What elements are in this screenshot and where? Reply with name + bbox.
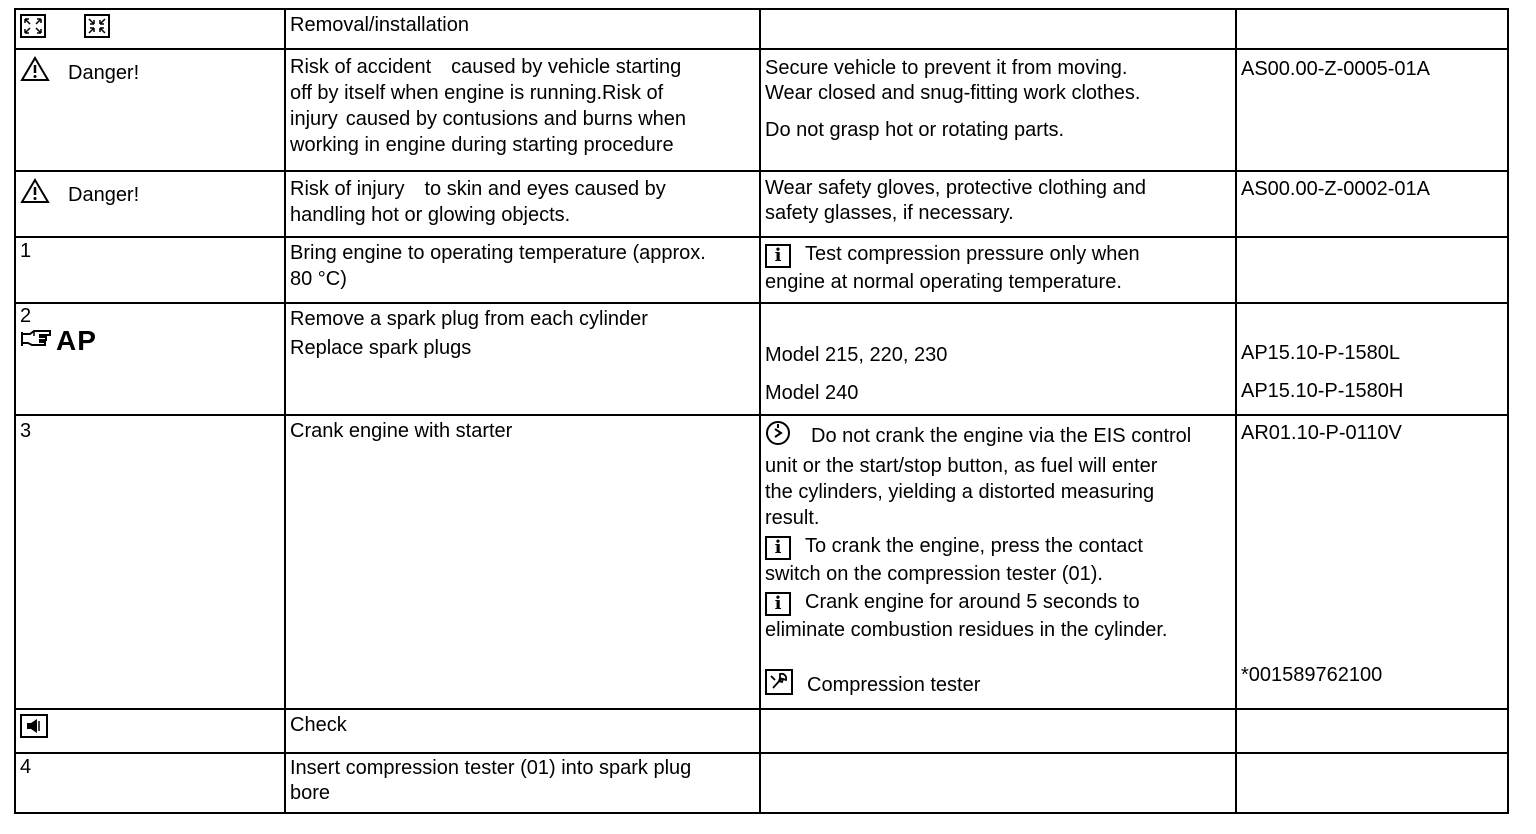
step-number-cell [15, 753, 285, 813]
step-empty-3 [760, 753, 1236, 813]
step-empty-4 [1236, 753, 1508, 813]
step-text: Crank engine with starter [290, 420, 513, 442]
step-row-4 [15, 753, 1508, 813]
measure-text: safety glasses, if necessary. [765, 202, 1014, 224]
note-text: switch on the compression tester (01). [765, 563, 1103, 585]
risk-text: off by itself when engine is running.Risk of [290, 82, 664, 104]
step-note-cell [760, 237, 1236, 303]
check-empty-4 [1236, 709, 1508, 753]
warning-text: Do not crank the engine via the EIS control [811, 425, 1192, 447]
section-title: Removal/installation [290, 14, 469, 36]
document-code-link[interactable]: AS00.00-Z-0005-01A [1241, 58, 1431, 80]
danger-row-injury [15, 171, 1508, 237]
check-empty-3 [760, 709, 1236, 753]
document-code-link[interactable]: AP15.10-P-1580H [1241, 380, 1404, 402]
step-row-2 [15, 303, 1508, 415]
danger-measure-cell [760, 49, 1236, 171]
risk-title: Risk of injury [290, 178, 405, 200]
warning-text: result. [765, 507, 820, 529]
risk-title: Risk of accident [290, 56, 432, 78]
clock-warning-icon [765, 420, 793, 453]
step-number-cell [15, 415, 285, 709]
procedure-table [14, 8, 1509, 814]
header-icons-cell [15, 9, 285, 49]
document-code-link[interactable]: AR01.10-P-0110V [1241, 422, 1402, 444]
step-text-cell [285, 303, 760, 415]
measure-text: Do not grasp hot or rotating parts. [765, 119, 1065, 141]
risk-text: handling hot or glowing objects. [290, 204, 571, 226]
danger-risk-cell [285, 49, 760, 171]
step-row-3 [15, 415, 1508, 709]
danger-code-cell[interactable] [1236, 171, 1508, 237]
step-number-cell [15, 237, 285, 303]
header-row [15, 9, 1508, 49]
info-icon: i [765, 536, 791, 560]
check-row [15, 709, 1508, 753]
tool-part-number: *001589762100 [1241, 664, 1383, 686]
document-code-link[interactable]: AP15.10-P-1580L [1241, 342, 1401, 364]
tool-name: Compression tester [807, 674, 981, 696]
step-code-cell[interactable] [1236, 415, 1508, 709]
danger-row-accident [15, 49, 1508, 171]
step-text: Replace spark plugs [290, 337, 472, 359]
step-code-cell[interactable] [1236, 303, 1508, 415]
info-icon: i [765, 592, 791, 616]
step-number: 1 [20, 240, 32, 262]
step-number: 4 [20, 756, 32, 778]
danger-label-cell [15, 171, 285, 237]
step-text: 80 °C) [290, 268, 347, 290]
measure-text: Secure vehicle to prevent it from moving. [765, 57, 1128, 79]
warning-triangle-icon [20, 178, 50, 211]
header-empty-4 [1236, 9, 1508, 49]
document-code-link[interactable]: AS00.00-Z-0002-01A [1241, 178, 1431, 200]
step-number-cell [15, 303, 285, 415]
danger-label: Danger! [68, 184, 140, 206]
ap-reference-label: AP [56, 325, 97, 356]
header-empty-3 [760, 9, 1236, 49]
note-text: eliminate combustion residues in the cylinder. [765, 619, 1168, 641]
model-text: Model 215, 220, 230 [765, 344, 948, 366]
danger-code-cell[interactable] [1236, 49, 1508, 171]
note-text: engine at normal operating temperature. [765, 271, 1122, 293]
pointing-hand-icon [20, 328, 56, 357]
collapse-arrows-icon [84, 14, 110, 45]
step-text: Remove a spark plug from each cylinder [290, 308, 648, 330]
check-speaker-icon [20, 714, 48, 745]
warning-text: the cylinders, yielding a distorted measuring [765, 481, 1155, 503]
header-title-cell [285, 9, 760, 49]
step-text: bore [290, 782, 331, 804]
info-icon: i [765, 244, 791, 268]
check-text-cell [285, 709, 760, 753]
step-text: Bring engine to operating temperature (approx. [290, 242, 706, 264]
risk-text: caused by vehicle starting [451, 56, 682, 78]
risk-text: caused by contusions and burns when [345, 108, 687, 130]
expand-arrows-icon [20, 14, 46, 45]
measure-text: Wear safety gloves, protective clothing and [765, 177, 1146, 199]
step-code-cell [1236, 237, 1508, 303]
step-text-cell [285, 753, 760, 813]
risk-text: working in engine during starting procedure [290, 134, 674, 156]
step-note-cell [760, 415, 1236, 709]
step-text-cell [285, 415, 760, 709]
danger-risk-cell [285, 171, 760, 237]
measure-text: Wear closed and snug-fitting work clothes. [765, 82, 1141, 104]
risk-text: to skin and eyes caused by [424, 178, 666, 200]
warning-triangle-icon [20, 56, 50, 89]
step-text-cell [285, 237, 760, 303]
procedure-document [14, 8, 1507, 814]
step-row-1 [15, 237, 1508, 303]
step-number: 2 [20, 305, 32, 327]
check-label: Check [290, 714, 347, 736]
step-number: 3 [20, 420, 32, 442]
danger-label-cell [15, 49, 285, 171]
note-text: Test compression pressure only when [805, 243, 1140, 265]
risk-title: injury [290, 108, 338, 130]
model-text: Model 240 [765, 382, 859, 404]
warning-text: unit or the start/stop button, as fuel will enter [765, 455, 1158, 477]
step-text: Insert compression tester (01) into spark plug [290, 757, 692, 779]
step-model-cell [760, 303, 1236, 415]
danger-measure-cell [760, 171, 1236, 237]
special-tool-icon [765, 669, 793, 702]
note-text: Crank engine for around 5 seconds to [805, 591, 1140, 613]
danger-label: Danger! [68, 62, 140, 84]
note-text: To crank the engine, press the contact [805, 535, 1143, 557]
check-icon-cell [15, 709, 285, 753]
